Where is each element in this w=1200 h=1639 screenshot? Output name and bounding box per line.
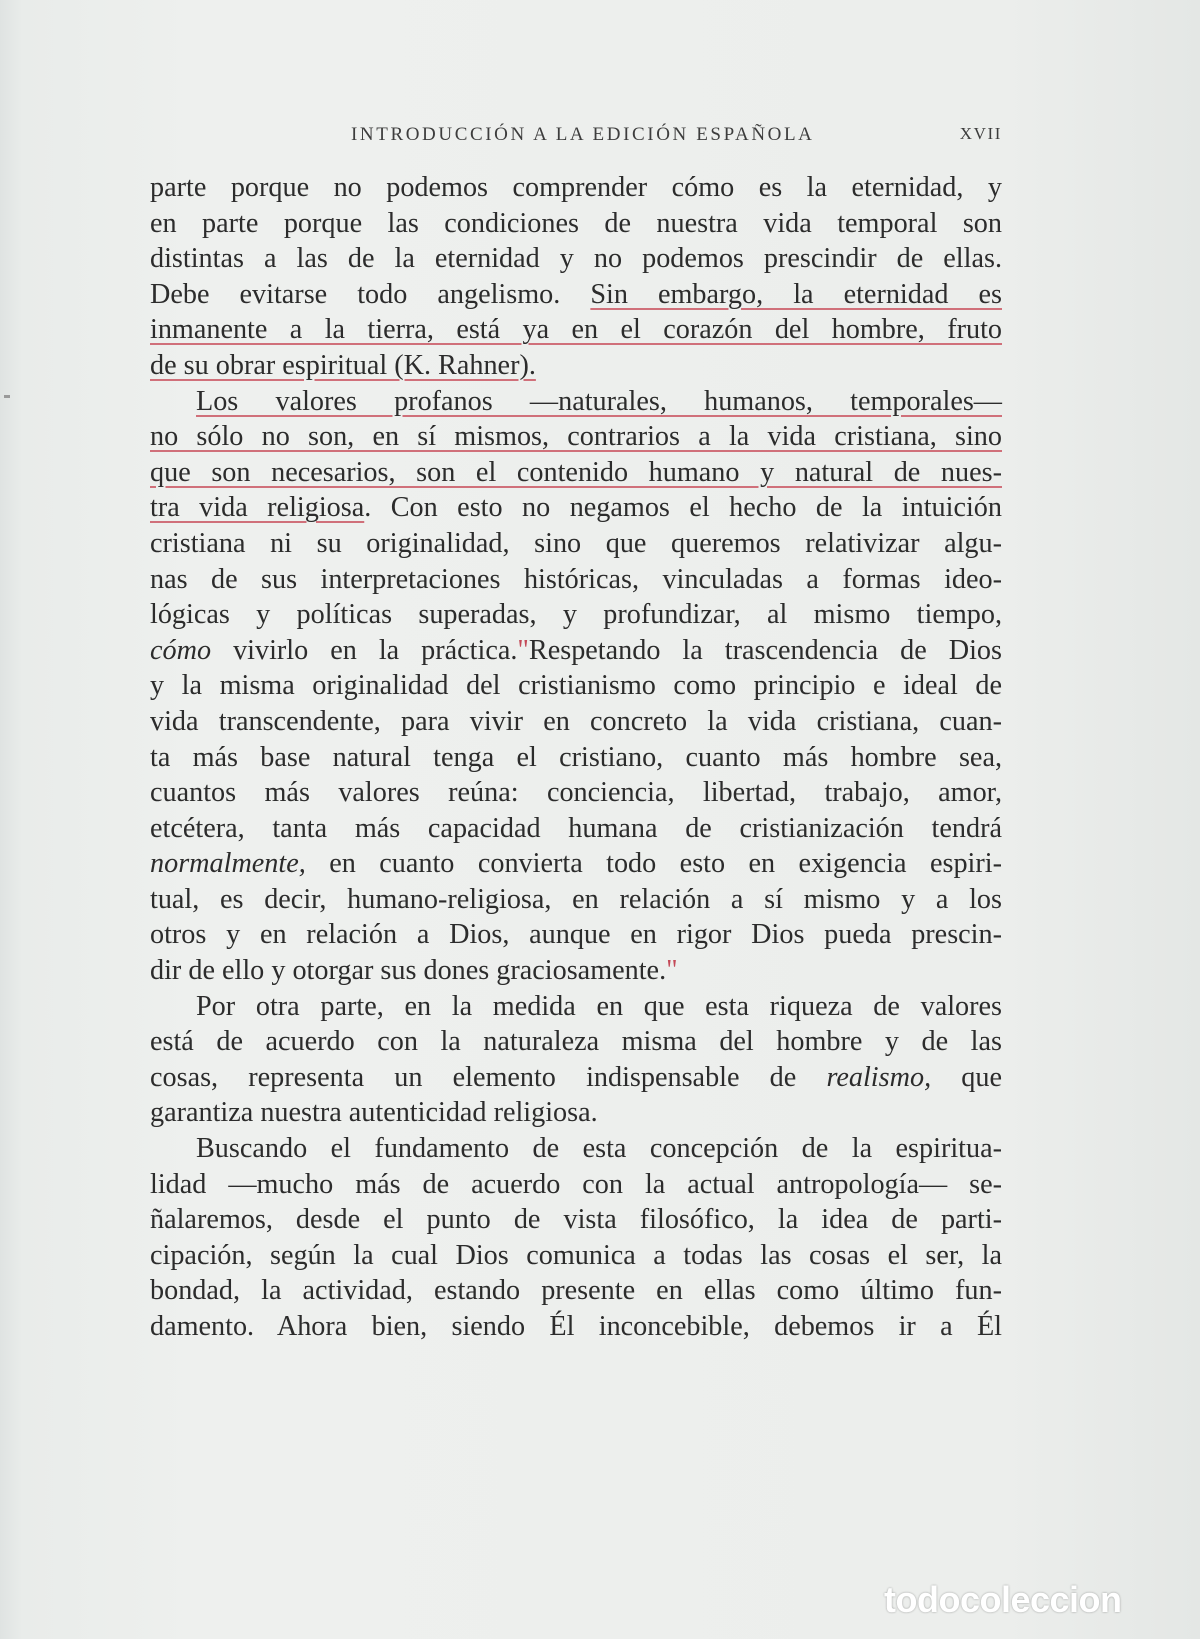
text-line bbox=[150, 953, 1002, 989]
text-line: Por otra parte, en la medida en que esta riqueza de valores bbox=[196, 990, 1002, 1022]
text-line: ñalaremos, desde el punto de vista filosófico, la idea de parti- bbox=[150, 1204, 1002, 1236]
text-line: distintas a las de la eternidad y no podemos prescindir de ellas. bbox=[150, 243, 1002, 275]
text-span: cosas, representa un elemento indispensable de bbox=[150, 1061, 827, 1093]
page-number: XVII bbox=[959, 124, 1002, 143]
text-span: dir de ello y otorgar sus dones graciosamente. bbox=[150, 955, 667, 987]
italic-word: cómo bbox=[150, 634, 212, 666]
text-line: lidad —mucho más de acuerdo con la actual antropología— se- bbox=[150, 1168, 1002, 1200]
text-line-underlined: Los valores profanos —naturales, humanos, temporales— bbox=[196, 385, 1002, 417]
text-line bbox=[150, 633, 1002, 669]
text-line-underlined: no sólo no son, en sí mismos, contrarios a la vida cristiana, sino bbox=[150, 421, 1002, 453]
text-span: vivirlo en la práctica. bbox=[211, 634, 518, 666]
text-line: garantiza nuestra autenticidad religiosa. bbox=[150, 1097, 598, 1129]
underlined-span: Sin embargo, la eternidad es bbox=[590, 278, 1002, 310]
underlined-span: tra vida religiosa bbox=[150, 492, 365, 524]
text-line: ta más base natural tenga el cristiano, cuanto más hombre sea, bbox=[150, 741, 1002, 773]
text-span: que bbox=[931, 1061, 1002, 1093]
text-line: bondad, la actividad, estando presente en ellas como último fun- bbox=[150, 1275, 1002, 1307]
italic-word: normalmente, bbox=[150, 848, 306, 880]
text-line: en parte porque las condiciones de nuestra vida temporal son bbox=[150, 207, 1002, 239]
text-line: tual, es decir, humano-religiosa, en relación a sí mismo y a los bbox=[150, 883, 1002, 915]
edge-mark bbox=[4, 395, 10, 398]
text-line: etcétera, tanta más capacidad humana de cristianización tendrá bbox=[150, 812, 1002, 844]
text-line: damento. Ahora bien, siendo Él inconcebible, debemos ir a Él bbox=[150, 1311, 1002, 1342]
text-span: Debe evitarse todo angelismo. bbox=[150, 278, 591, 310]
text-line: parte porque no podemos comprender cómo es la eternidad, y bbox=[150, 172, 1002, 203]
text-line-underlined: inmanente a la tierra, está ya en el corazón del hombre, fruto bbox=[150, 314, 1002, 346]
text-span: en cuanto convierta todo esto en exigencia espiri- bbox=[305, 848, 1002, 880]
pen-quote-mark: " bbox=[666, 955, 678, 987]
italic-word: realismo, bbox=[826, 1061, 932, 1093]
text-line-underlined: que son necesarios, son el contenido humano y natural de nues- bbox=[150, 456, 1002, 488]
text-line: y la misma originalidad del cristianismo como principio e ideal de bbox=[150, 670, 1002, 702]
running-head-title: INTRODUCCIÓN A LA EDICIÓN ESPAÑOLA bbox=[351, 124, 815, 145]
text-span: . Con esto no negamos el hecho de la intuición bbox=[364, 492, 1002, 524]
text-line: lógicas y políticas superadas, y profundizar, al mismo tiempo, bbox=[150, 599, 1002, 631]
text-span: Respetando la trascendencia de Dios bbox=[528, 634, 1002, 666]
running-head bbox=[150, 118, 1002, 148]
text-line-underlined: de su obrar espiritual (K. Rahner). bbox=[150, 349, 536, 381]
text-line: otros y en relación a Dios, aunque en rigor Dios pueda prescin- bbox=[150, 919, 1002, 951]
text-line bbox=[150, 277, 1002, 313]
watermark-logo: todocoleccion bbox=[884, 1579, 1122, 1620]
text-line: cipación, según la cual Dios comunica a todas las cosas el ser, la bbox=[150, 1239, 1002, 1271]
text-line bbox=[150, 846, 1002, 882]
text-line: nas de sus interpretaciones históricas, vinculadas a formas ideo- bbox=[150, 563, 1002, 595]
text-line bbox=[150, 490, 1002, 526]
text-line: Buscando el fundamento de esta concepción de la espiritua- bbox=[196, 1133, 1002, 1165]
text-line bbox=[150, 1060, 1002, 1096]
text-line: vida transcendente, para vivir en concreto la vida cristiana, cuan- bbox=[150, 705, 1002, 737]
pen-quote-mark: " bbox=[517, 634, 529, 666]
text-line: cristiana ni su originalidad, sino que queremos relativizar algu- bbox=[150, 527, 1002, 559]
text-line: está de acuerdo con la naturaleza misma del hombre y de las bbox=[150, 1026, 1002, 1058]
body-text bbox=[150, 170, 1002, 1345]
text-line: cuantos más valores reúna: conciencia, libertad, trabajo, amor, bbox=[150, 777, 1002, 809]
